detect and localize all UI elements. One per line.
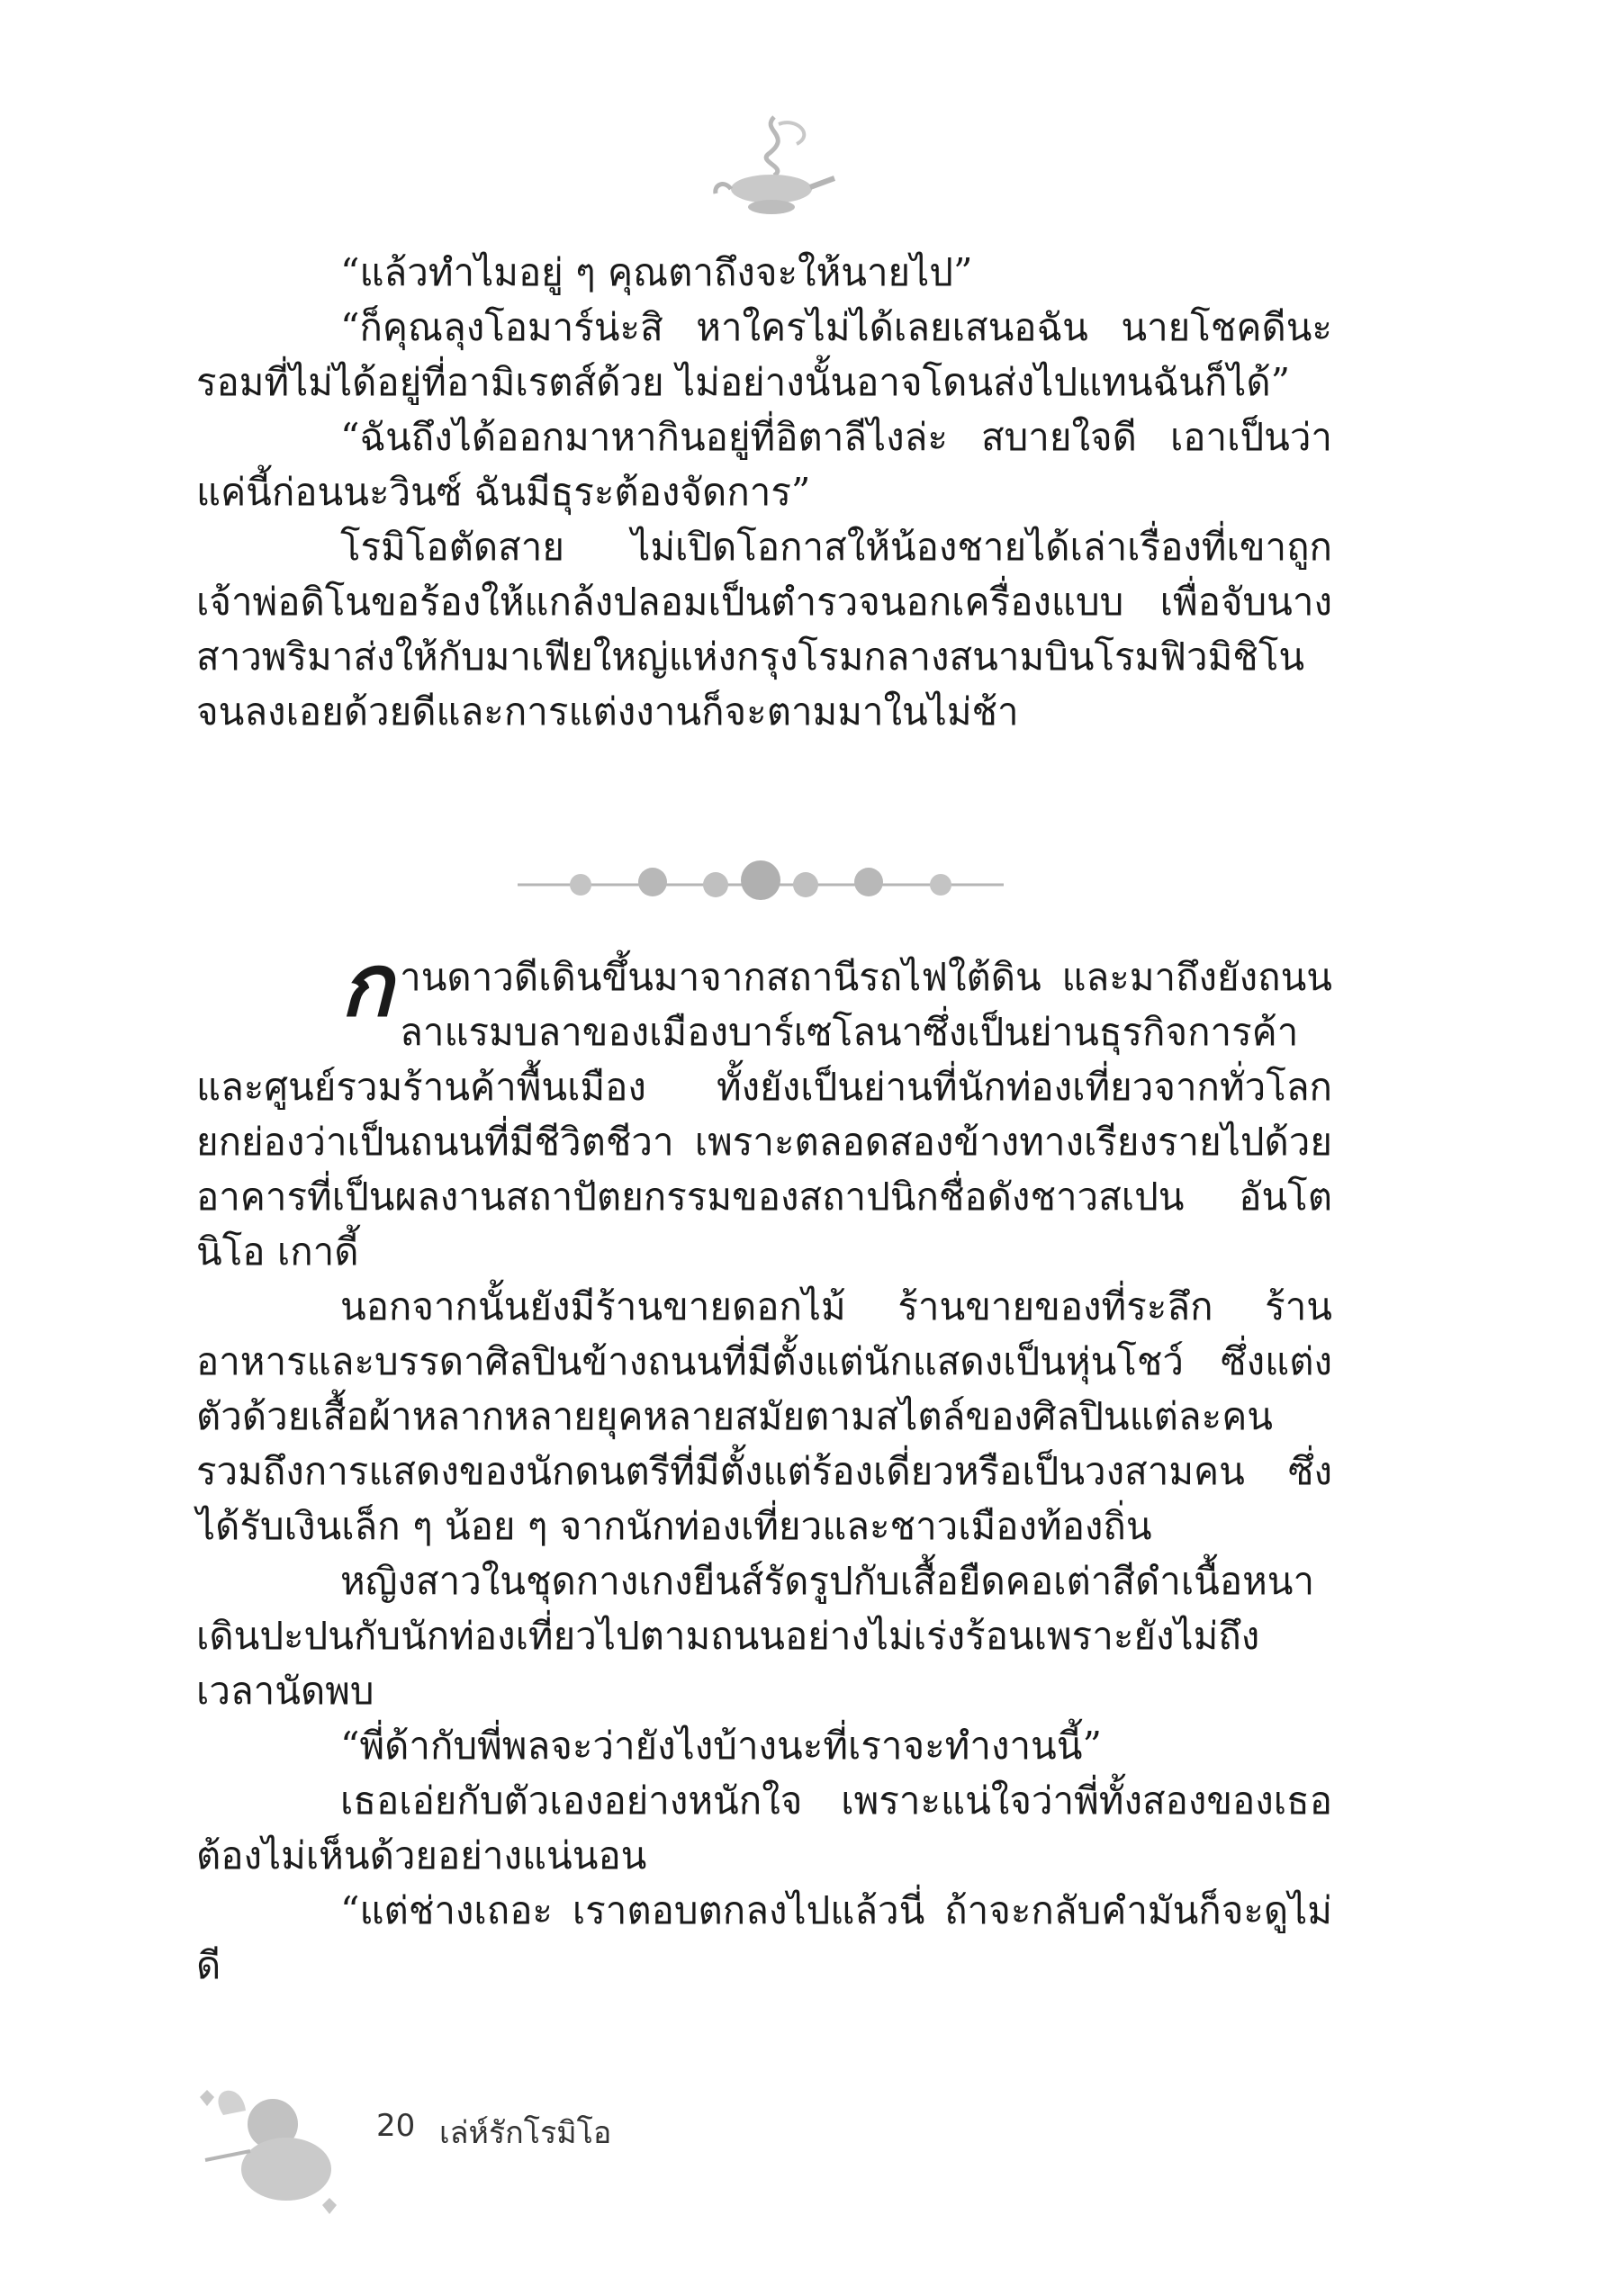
opening-paragraph <box>196 935 1332 1279</box>
paragraph: “แล้วทำไมอยู่ ๆ คุณตาถึงจะให้นายไป” <box>340 250 973 294</box>
drop-cap: ก <box>340 935 393 1036</box>
paragraph: หญิงสาวในชุดกางเกงยีนส์รัดรูปกับเสื้อยืดคอเต่าสีดำเนื้อหนาเดินปะปนกับนักท่องเที่ยวไปตามถนนอย่างไม่เร่งร้อนเพราะยังไม่ถึงเวลานัดพบ <box>196 1559 1315 1713</box>
paragraph: “พี่ด้ากับพี่พลจะว่ายังไงบ้างนะที่เราจะทำงานนี้” <box>340 1724 1102 1768</box>
page-number: 20 <box>376 2108 416 2144</box>
paragraph: โรมิโอตัดสาย ไม่เปิดโอกาสให้น้องชายได้เล่าเรื่องที่เขาถูกเจ้าพ่อดิโนขอร้องให้แกล้งปลอมเป็นตำรวจนอกเครื่องแบบ เพื่อจับนางสาวพริมาส่งให้กับมาเฟียใหญ่แห่งกรุงโรมกลางสนามบินโรมฟิวมิชิโนจนลงเอยด้วยดีและการแต่งงานก็จะตามมาในไม่ช้า <box>196 525 1332 734</box>
book-title: เล่ห์รักโรมิโอ <box>439 2115 612 2151</box>
paragraph: เธอเอ่ยกับตัวเองอย่างหนักใจ เพราะแน่ใจว่าพี่ทั้งสองของเธอต้องไม่เห็นด้วยอย่างแน่นอน <box>196 1778 1332 1877</box>
section-two <box>196 935 1332 1993</box>
paragraph: นอกจากนั้นยังมีร้านขายดอกไม้ ร้านขายของที่ระลึก ร้านอาหารและบรรดาศิลปินข้างถนนที่มีตั้งแต่นักแสดงเป็นหุ่นโชว์ ซึ่งแต่งตัวด้วยเสื้อผ้าหลากหลายยุคหลายสมัยตามสไตล์ของศิลปินแต่ละคน รวมถึงการแสดงของนักดนตรีที่มีตั้งแต่ร้องเดี่ยวหรือเป็นวงสามคน ซึ่งได้รับเงินเล็ก ๆ น้อย ๆ จากนักท่องเที่ยวและชาวเมืองท้องถิ่น <box>196 1284 1332 1548</box>
paragraph: “ฉันถึงได้ออกมาหากินอยู่ที่อิตาลีไงล่ะ สบายใจดี เอาเป็นว่าแค่นี้ก่อนนะวินซ์ ฉันมีธุระต้องจัดการ” <box>196 415 1332 514</box>
magic-lamp-icon <box>707 108 842 225</box>
paragraph: “แต่ช่างเถอะ เราตอบตกลงไปแล้วนี่ ถ้าจะกลับคำมันก็จะดูไม่ดี <box>196 1888 1332 1987</box>
floral-divider-icon <box>509 853 1013 916</box>
paragraph: “ก็คุณลุงโอมาร์น่ะสิ หาใครไม่ได้เลยเสนอฉัน นายโชคดีนะรอมที่ไม่ได้อยู่ที่อามิเรตส์ด้วย ไม่อย่างนั้นอาจโดนส่งไปแทนฉันก็ได้” <box>196 305 1332 404</box>
cupid-icon <box>187 2061 367 2223</box>
section-one <box>196 245 1332 739</box>
opening-text: านดาวดีเดินขึ้นมาจากสถานีรถไฟใต้ดิน และมาถึงยังถนนลาแรมบลาของเมืองบาร์เซโลนาซึ่งเป็นย่านธุรกิจการค้าและศูนย์รวมร้านค้าพื้นเมือง ทั้งยังเป็นย่านที่นักท่องเที่ยวจากทั่วโลกยกย่องว่าเป็นถนนที่มีชีวิตชีวา เพราะตลอดสองข้างทางเรียงรายไปด้วยอาคารที่เป็นผลงานสถาปัตยกรรมของสถาปนิกชื่อดังชาวสเปน อันโตนิโอ เกาดี้ <box>196 955 1332 1274</box>
